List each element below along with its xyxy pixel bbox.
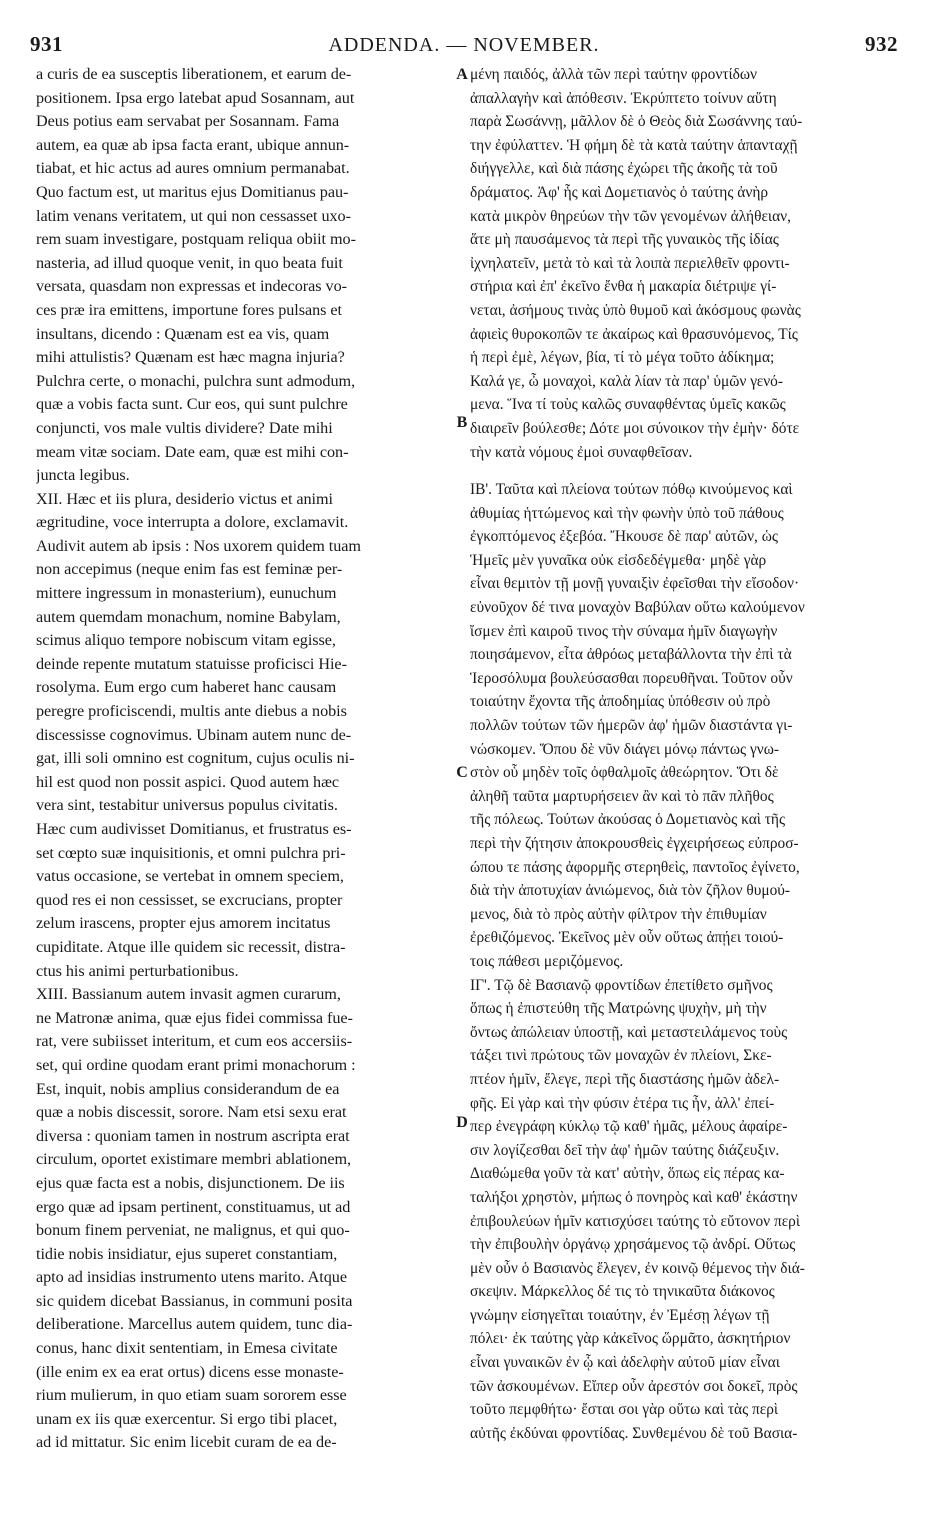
- greek-text-line: περ ἐνεγράφη κύκλῳ τῷ καθ' ἡμᾶς, μέλους ἀφαίρε-: [470, 1118, 788, 1136]
- greek-text-line: ἐπιβουλεύων ἡμῖν κατισχύσει ταύτης τὸ εὔτονον περὶ: [470, 1212, 801, 1230]
- greek-text-line: περὶ τὴν ζήτησιν ἀποκρουσθεὶς ἐγχειρήσεως εὐπροσ-: [470, 835, 799, 852]
- greek-text-line: σκεψιν. Μάρκελλος δέ τις τὸ τηνικαῦτα διάκονος: [470, 1283, 775, 1301]
- greek-text-line: ἐρεθιζόμενος. Ἐκεῖνος μὲν οὖν οὕτως ἀπῄει τοιού-: [470, 929, 784, 947]
- latin-text-line: vatus occasione, se vertebat in omnem speciem,: [36, 867, 344, 886]
- latin-text-line: nasteria, ad illud quoque venit, in quo beata fuit: [36, 253, 343, 272]
- latin-text-line: meam vitæ sociam. Date eam, quæ est mihi con-: [36, 442, 349, 461]
- latin-text-line: ctus his animi perturbationibus.: [36, 961, 239, 980]
- latin-text-line: Audivit autem ab ipsis : Nos uxorem quidem tuam: [36, 536, 361, 555]
- greek-text-line: ἀληθῆ ταῦτα μαρτυρήσειεν ἂν καὶ τὸ πᾶν πλῆθος: [470, 787, 774, 805]
- latin-text-line: deliberatione. Marcellus autem quidem, tunc dia-: [36, 1315, 353, 1334]
- greek-text-line: ταλήξοι χρηστὸν, μήπως ὁ πονηρὸς καὶ καθ' ἑκάστην: [470, 1188, 798, 1206]
- greek-text-line: την ἐφύλαττεν. Ἡ φήμη δὲ τὰ κατὰ ταύτην ἁπανταχῇ: [470, 136, 798, 154]
- latin-text-line: discessisse cognovimus. Ubinam autem nunc de-: [36, 725, 352, 744]
- latin-text-line: non accepimus (neque enim fas est feminæ per-: [36, 560, 343, 579]
- section-marker-d: D: [456, 1114, 468, 1131]
- greek-text-line: τοῦτο πεμφθήτω· ἔσται σοι γὰρ οὕτω καὶ τὰς περὶ: [470, 1401, 779, 1419]
- greek-text-line: στὸν οὗ μηδὲν τοῖς ὀφθαλμοῖς ἀθεώρητον. Ὅτι δὲ: [470, 764, 779, 782]
- latin-text-line: hil est quod non possit aspici. Quod autem hæc: [36, 772, 339, 791]
- greek-text-line: πόλει· ἐκ ταύτης γὰρ κἀκεῖνος ὥρμᾶτο, ἀσκητήριον: [470, 1330, 791, 1348]
- latin-text-line: apto ad insidias instrumento utens marito. Atque: [36, 1268, 347, 1287]
- latin-text-line: set, qui ordine quodam erant primi monachorum :: [36, 1055, 356, 1074]
- greek-text-line: ἀπαλλαγὴν καὶ ἀπόθεσιν. Ἐκρύπτετο τοίνυν αὕτη: [470, 89, 777, 107]
- latin-text-line: versata, quasdam non expressas et indecoras vo-: [36, 277, 347, 296]
- greek-text-line: ἀθυμίας ἡττώμενος καὶ τὴν φωνὴν ὑπὸ τοῦ πάθους: [470, 504, 784, 522]
- greek-text-line: Ἡμεῖς μὲν γυναῖκα οὐκ εἰσδεδέγμεθα· μηδὲ γὰρ: [470, 551, 767, 569]
- latin-text-line: ad id mittatur. Sic enim licebit curam de ea de-: [36, 1433, 337, 1452]
- greek-text-line: τοιαύτην ἔχοντα τῆς ἀποδημίας ὑπόθεσιν οὐ πρὸ: [470, 693, 771, 711]
- running-title: ADDENDA. — NOVEMBER.: [328, 34, 600, 56]
- latin-text-line: quod res ei non cessisset, se excrucians, propter: [36, 890, 343, 909]
- greek-text-line: πτέον ἡμῖν, ἔλεγε, περὶ τῆς διαστάσης ἡμῶν ἀδελ-: [470, 1070, 780, 1088]
- latin-column: [36, 63, 454, 1455]
- greek-text-line: ἐγκοπτόμενος ἐξεβόα. Ἤκουσε δὲ παρ' αὐτῶν, ὡς: [470, 528, 778, 546]
- greek-text-line: Διαθώμεθα γοῦν τὰ κατ' αὐτὴν, ὅπως εἰς πέρας κα-: [470, 1165, 785, 1183]
- greek-text-line: μὲν οὖν ὁ Βασιανὸς ἔλεγεν, ἐν κοινῷ θέμενος τὴν διά-: [470, 1259, 805, 1277]
- latin-text-line: a curis de ea susceptis liberationem, et earum de-: [36, 65, 352, 83]
- greek-text-line: διὰ τὴν ἀποτυχίαν ἀνιώμενος, διὰ τὸν ζῆλον θυμού-: [470, 882, 791, 900]
- greek-text-line: δράματος. Ἀφ' ἧς καὶ Δομετιανὸς ὁ ταύτης ἀνὴρ: [470, 183, 769, 201]
- greek-text-line: τὴν ἐπιβουλὴν ὀργάνῳ χρησάμενος τῷ ἀνδρί. Οὕτως: [470, 1236, 796, 1254]
- greek-text-line: σιν λογίζεσθαι δεῖ τὴν ἀφ' ἡμῶν ταύτης διάζευξιν.: [470, 1141, 780, 1159]
- greek-text-line: τὴν κατὰ νόμους ἐμοὶ συναφθεῖσαν.: [470, 443, 693, 461]
- greek-text-line: στήρια καὶ ἐπ' ἐκεῖνο ἔνθα ἡ μακαρία διέτριψε γί-: [470, 278, 777, 296]
- latin-text-line: autem quemdam monachum, nomine Babylam,: [36, 607, 341, 626]
- latin-text-line: ergo quæ ad ipsam pertinent, constituamus, ut ad: [36, 1197, 351, 1216]
- latin-text-line: latim venans veritatem, ut qui non cessasset uxo-: [36, 206, 351, 225]
- greek-text-line: τάξει τινὶ πρώτους τῶν μοναχῶν ἐν πλείονι, Σκε-: [470, 1047, 772, 1065]
- latin-text-line: conus, hanc dixit sententiam, in Emesa civitate: [36, 1339, 338, 1358]
- latin-text-line: tidie nobis insidiatur, ejus superet constantiam,: [36, 1244, 338, 1263]
- greek-text-line: ἡ περὶ ἐμὲ, λέγων, βία, τί τὸ μέγα τοῦτο ἀδίκημα;: [470, 349, 775, 367]
- page-header: [30, 32, 898, 60]
- latin-text-line: ne Matronæ anima, quæ ejus fidei commissa fue-: [36, 1008, 353, 1027]
- greek-text-line: ἰχνηλατεῖν, μετὰ τὸ καὶ τὰ λοιπὰ περιελθεῖν φροντι-: [470, 254, 790, 272]
- greek-text-line: εὐνοῦχον δέ τινα μοναχὸν Βαβύλαν οὕτω καλούμενον: [470, 599, 805, 617]
- latin-text-line: mittere ingressum in monasterium), eunuchum: [36, 584, 337, 603]
- latin-text-line: rosolyma. Eum ergo cum haberet hanc causam: [36, 678, 337, 697]
- greek-text-line: κατὰ μικρὸν θηρεύων τὴν τῶν γενομένων ἀλήθειαν,: [470, 207, 791, 225]
- latin-text-line: rem suam investigare, postquam reliqua obiit mo-: [36, 230, 356, 249]
- greek-paragraph-gap: [470, 464, 890, 478]
- latin-text-line: (ille enim ex ea erat ortus) dicens esse monaste-: [36, 1362, 344, 1381]
- greek-text-line: Καλά γε, ὦ μοναχοὶ, καλὰ λίαν τὰ παρ' ὑμῶν γενό-: [470, 372, 783, 390]
- latin-text-line: insultans, dicendo : Quænam est ea vis, quam: [36, 324, 330, 343]
- latin-text-line: zelum irascens, propter ejus amorem incitatus: [36, 914, 331, 933]
- latin-text-line: positionem. Ipsa ergo latebat apud Sosannam, aut: [36, 88, 355, 107]
- latin-text-line: tiabat, et hic actus ad aures omnium permanabat.: [36, 159, 350, 178]
- page-number-right: 932: [865, 32, 898, 56]
- greek-text-line: ἀφιεὶς θυροκοπῶν τε ἀκαίρως καὶ θρασυνόμενος, Τίς: [470, 325, 798, 343]
- latin-text-line: conjuncti, vos male vultis dividere? Date mihi: [36, 418, 333, 437]
- latin-text-line: autem, ea quæ ab ipsa facta erant, ubique annun-: [36, 135, 350, 154]
- latin-text-line: ægritudine, voce interrupta a dolore, exclamavit.: [36, 513, 349, 532]
- greek-text-line: τοις πάθεσι μεριζόμενος.: [470, 952, 624, 970]
- section-marker-c: C: [456, 764, 468, 781]
- section-marker-a: A: [456, 66, 468, 83]
- latin-text-line: mihi attulistis? Quænam est hæc magna injuria?: [36, 348, 345, 367]
- latin-text-line: XII. Hæc et iis plura, desiderio victus et animi: [36, 489, 333, 508]
- latin-text-line: gat, illi soli omnino est cognitum, cujus oculis ni-: [36, 749, 355, 768]
- greek-text-line: πολλῶν τούτων τῶν ἡμερῶν ἀφ' ἡμῶν διαστάντα γι-: [470, 717, 793, 735]
- greek-text-line: ὄντως ἀπώλειαν ὑποστῇ, καὶ μεταστειλάμενος τοὺς: [470, 1023, 788, 1041]
- greek-text-line: νεται, ἀσήμους τινὰς ὑπὸ θυμοῦ καὶ ἀκόσμους φωνὰς: [470, 301, 801, 319]
- latin-text-line: sic quidem dicebat Bassianus, in communi posita: [36, 1291, 353, 1310]
- greek-text-line: Ἱεροσόλυμα βουλεύσασθαι πορευθῆναι. Τοῦτον οὖν: [470, 669, 793, 687]
- latin-text-line: deinde repente mutatum statuisse proficisci Hie-: [36, 654, 347, 673]
- latin-text-line: juncta legibus.: [36, 466, 130, 485]
- page-number-left: 931: [30, 32, 63, 56]
- section-marker-b: B: [456, 414, 468, 431]
- latin-text-line: peregre proficiscendi, multis ante diebus a nobis: [36, 702, 347, 721]
- greek-text-line: μενα. Ἵνα τί τοὺς καλῶς συναφθέντας ὑμεῖς κακῶς: [470, 396, 786, 414]
- latin-text-line: diversa : quoniam tamen in nostrum ascripta erat: [36, 1126, 350, 1145]
- latin-text-line: unam ex iis quæ exercentur. Si ergo tibi placet,: [36, 1409, 338, 1428]
- greek-text-line: ΙΓ'. Τῷ δὲ Βασιανῷ φροντίδων ἐπετίθετο σμῆνος: [470, 976, 773, 994]
- greek-column: [470, 63, 890, 1445]
- greek-text-line: παρὰ Σωσάννῃ, μᾶλλον δὲ ὁ Θεὸς διὰ Σωσάννης ταύ-: [470, 113, 803, 131]
- greek-text-line: φῆς. Εἰ γὰρ καὶ τὴν φύσιν ἑτέρα τις ἦν, ἀλλ' ἐπεί-: [470, 1094, 775, 1112]
- greek-text-line: μενος, διὰ τὸ πρὸς αὐτὴν φίλτρον τὴν ἐπιθυμίαν: [470, 905, 767, 923]
- greek-text-line: τῶν ἀσκουμένων. Εἴπερ οὖν ἀρεστόν σοι δοκεῖ, πρὸς: [470, 1377, 798, 1395]
- greek-text-line: γνώμην εἰσηγεῖται τοιαύτην, ἐν Ἐμέσῃ λέγων τῇ: [470, 1306, 770, 1324]
- greek-text-line: ποιησάμενον, εἶτα ἀθρόως μεταβάλλοντα τὴν ἐπὶ τὰ: [470, 646, 792, 664]
- latin-text-line: Deus potius eam servabat per Sosannam. Fama: [36, 112, 340, 131]
- greek-text-line: ἴσμεν ἐπὶ καιροῦ τινος τὴν σύναμα ἡμῖν διαγωγὴν: [470, 622, 778, 640]
- latin-text-line: Quo factum est, ut maritus ejus Domitianus pau-: [36, 182, 349, 201]
- greek-text-line: εἶναι θεμιτὸν τῇ μονῇ γυναιξὶν ἐφεῖσθαι τὴν εἴσοδον·: [470, 575, 800, 593]
- latin-text-line: cupiditate. Atque ille quidem sic recessit, distra-: [36, 937, 346, 956]
- greek-text-line: διαιρεῖν βούλεσθε; Δότε μοι σύνοικον τὴν ἐμὴν· δότε: [470, 419, 800, 437]
- latin-text-line: Est, inquit, nobis amplius considerandum de ea: [36, 1079, 340, 1098]
- greek-text-line: νώσκομεν. Ὅπου δὲ νῦν διάγει μόνῳ πάντως γνω-: [470, 740, 779, 758]
- greek-text-line: διήγγελλε, καὶ διὰ πάσης ἐχώρει τῆς ἀκοῆς τὰ τοῦ: [470, 160, 778, 178]
- greek-text-line: ὅπως ἡ ἐπιστεύθη τῆς Ματρώνης ψυχὴν, μὴ τὴν: [470, 1000, 767, 1018]
- latin-text-line: ejus quæ facta est a nobis, disjunctionem. De iis: [36, 1173, 345, 1192]
- greek-text-line: ΙΒ'. Ταῦτα καὶ πλείονα τούτων πόθῳ κινούμενος καὶ: [470, 481, 793, 499]
- latin-text-line: rium mulierum, in quo etiam suam sororem esse: [36, 1386, 347, 1405]
- latin-text-line: quæ a vobis facta sunt. Cur eos, qui sunt pulchre: [36, 395, 348, 414]
- latin-text-line: vera sint, testabitur universus populus civitatis.: [36, 796, 338, 815]
- greek-text-line: αὐτῆς ἐκδύναι φροντίδας. Συνθεμένου δὲ τοῦ Βασια-: [470, 1424, 798, 1442]
- greek-text-line: ἅτε μὴ παυσάμενος τὰ περὶ τῆς γυναικὸς τῆς ἰδίας: [470, 231, 779, 249]
- latin-text-line: set cœpto suæ inquisitionis, et omni pulchra pri-: [36, 843, 346, 862]
- latin-text-line: circulum, oportet existimare membri ablationem,: [36, 1150, 352, 1169]
- latin-text-line: scimus aliquo tempore nobiscum vitam egisse,: [36, 631, 336, 650]
- latin-text-line: Hæc cum audivisset Domitianus, et frustratus es-: [36, 820, 352, 838]
- latin-text-line: ces præ ira emittens, importune fores pulsans et: [36, 300, 342, 319]
- latin-text-line: rat, vere subiisset interitum, et cum eos accersiis-: [36, 1032, 353, 1051]
- greek-text-line: μένη παιδός, ἀλλὰ τῶν περὶ ταύτην φροντίδων: [470, 66, 757, 83]
- latin-text-line: quæ a nobis discessit, sorore. Nam etsi sexu erat: [36, 1103, 347, 1122]
- latin-text-line: Pulchra certe, o monachi, pulchra sunt admodum,: [36, 371, 356, 390]
- greek-text-line: ώπου τε πάσης ἀφορμῆς στερηθεὶς, παντοῖος ἐγίνετο,: [470, 858, 800, 876]
- latin-text-line: bonum finem perveniat, ne malignus, et qui quo-: [36, 1221, 350, 1240]
- greek-text-line: εἶναι γυναικῶν ἐν ᾧ καὶ ἀδελφὴν αὐτοῦ μίαν εἶναι: [470, 1354, 780, 1372]
- greek-text-line: τῆς πόλεως. Τούτων ἀκούσας ὁ Δομετιανὸς καὶ τῆς: [470, 811, 786, 829]
- latin-text-line: XIII. Bassianum autem invasit agmen curarum,: [36, 985, 341, 1004]
